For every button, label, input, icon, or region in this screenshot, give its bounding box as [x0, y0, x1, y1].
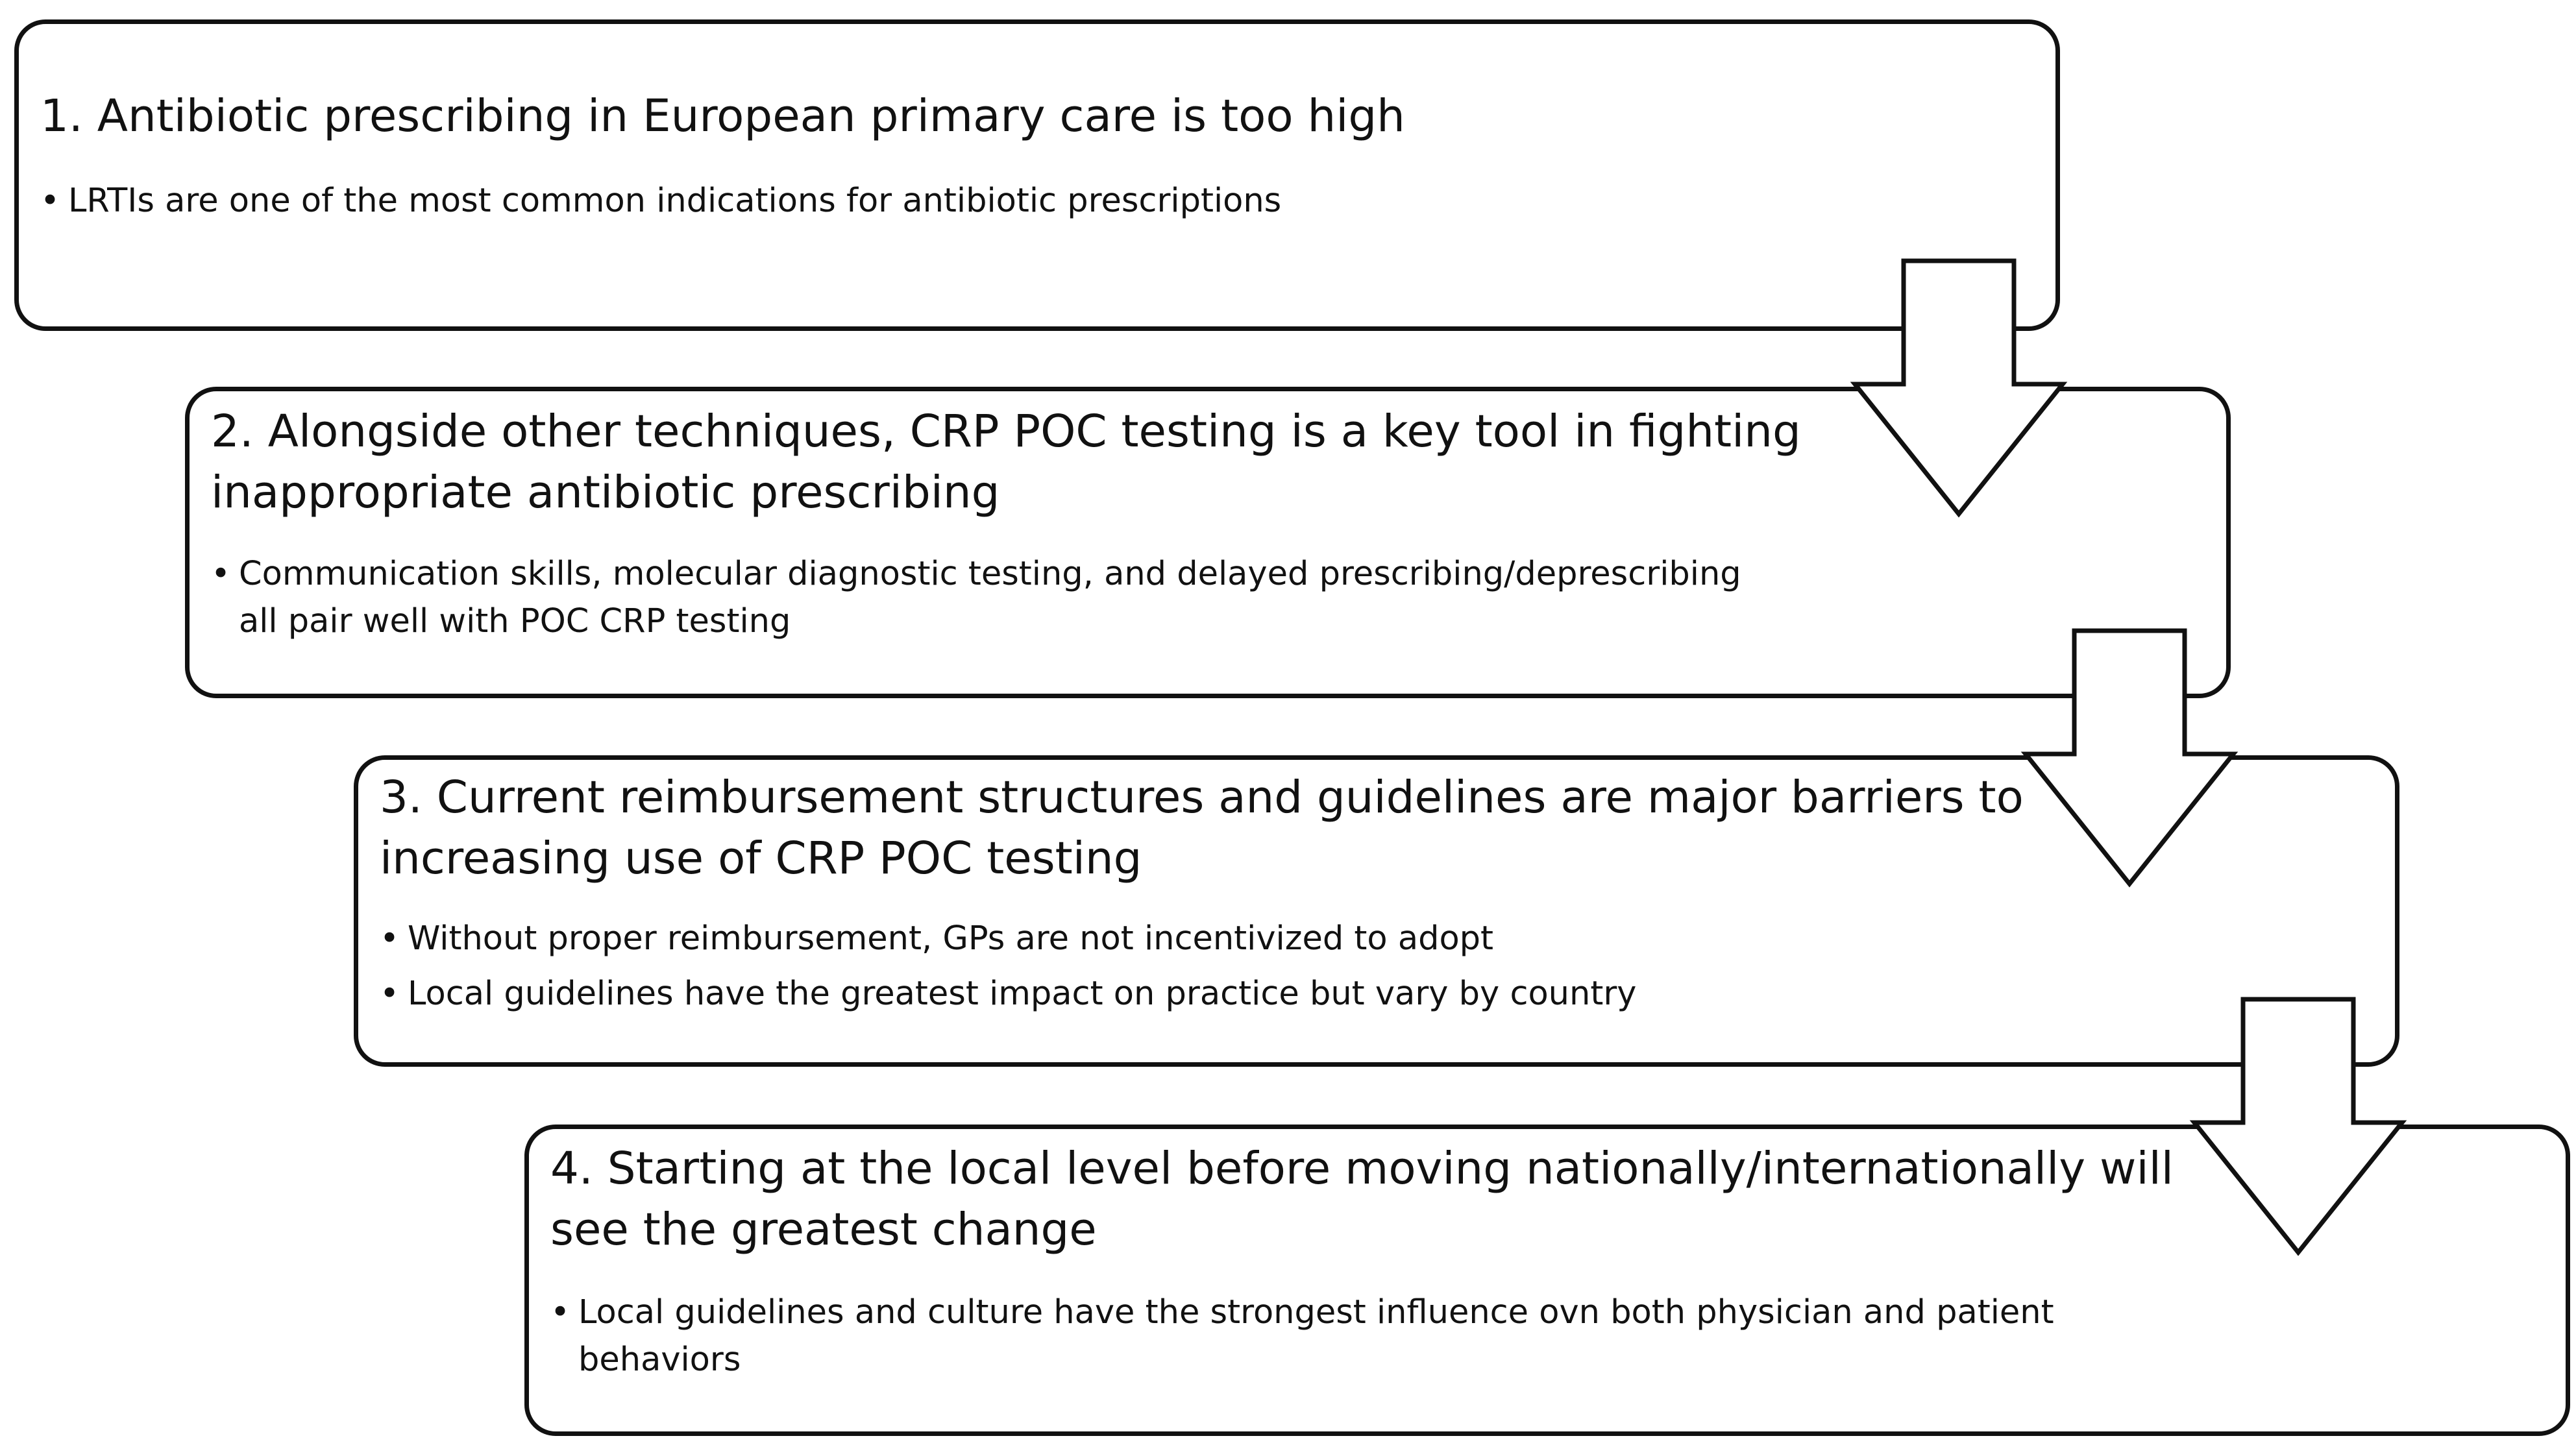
step-title-line: increasing use of CRP POC testing [380, 833, 1142, 884]
arrow-shape [2194, 999, 2402, 1252]
arrow-shape [1855, 261, 2063, 514]
step-title-line: 2. Alongside other techniques, CRP POC testing is a key tool in fighting [211, 406, 1801, 457]
bullet-dot-icon: • [40, 182, 60, 220]
step-title [40, 86, 1405, 147]
step-bullet [380, 915, 1636, 962]
step-title [550, 1138, 2174, 1260]
step-bullet-line: Local guidelines and culture have the strongest influence ovn both physician and patient [578, 1293, 2054, 1331]
down-arrow-icon [2188, 994, 2409, 1260]
step-bullet-line: LRTIs are one of the most common indications for antibiotic prescriptions [68, 182, 1282, 220]
step-bullet [550, 1289, 2054, 1383]
step-bullet [380, 970, 1636, 1017]
step-title-line: 1. Antibiotic prescribing in European primary care is too high [40, 90, 1405, 142]
bullet-dot-icon: • [380, 975, 400, 1013]
step-bullet [40, 177, 1281, 225]
step-title-line: see the greatest change [550, 1204, 1097, 1256]
bullet-dot-icon: • [550, 1293, 570, 1331]
step-title-line: 3. Current reimbursement structures and guidelines are major barriers to [380, 772, 2024, 823]
step-bullet-line: all pair well with POC CRP testing [239, 602, 791, 640]
step-bullet-list [380, 915, 1636, 1017]
step-title [211, 401, 1801, 523]
bullet-dot-icon: • [211, 555, 231, 593]
down-arrow-icon [1848, 256, 2069, 522]
step-bullet [211, 550, 1741, 645]
down-arrow-icon [2019, 626, 2240, 892]
step-title-line: 4. Starting at the local level before moving nationally/internationally will [550, 1143, 2174, 1195]
step-box-1 [14, 19, 2060, 331]
step-bullet-list [211, 550, 1741, 645]
bullet-dot-icon: • [380, 919, 400, 958]
arrow-shape [2026, 631, 2233, 884]
step-bullet-line: Communication skills, molecular diagnostic testing, and delayed prescribing/deprescribing [239, 555, 1741, 593]
step-bullet-line: behaviors [578, 1341, 741, 1379]
step-title-line: inappropriate antibiotic prescribing [211, 467, 1000, 518]
step-bullet-line: Without proper reimbursement, GPs are not incentivized to adopt [408, 919, 1494, 958]
step-bullet-line: Local guidelines have the greatest impact on practice but vary by country [408, 975, 1637, 1013]
step-bullet-list [40, 177, 1281, 225]
step-title [380, 767, 2024, 889]
step-bullet-list [550, 1289, 2054, 1383]
